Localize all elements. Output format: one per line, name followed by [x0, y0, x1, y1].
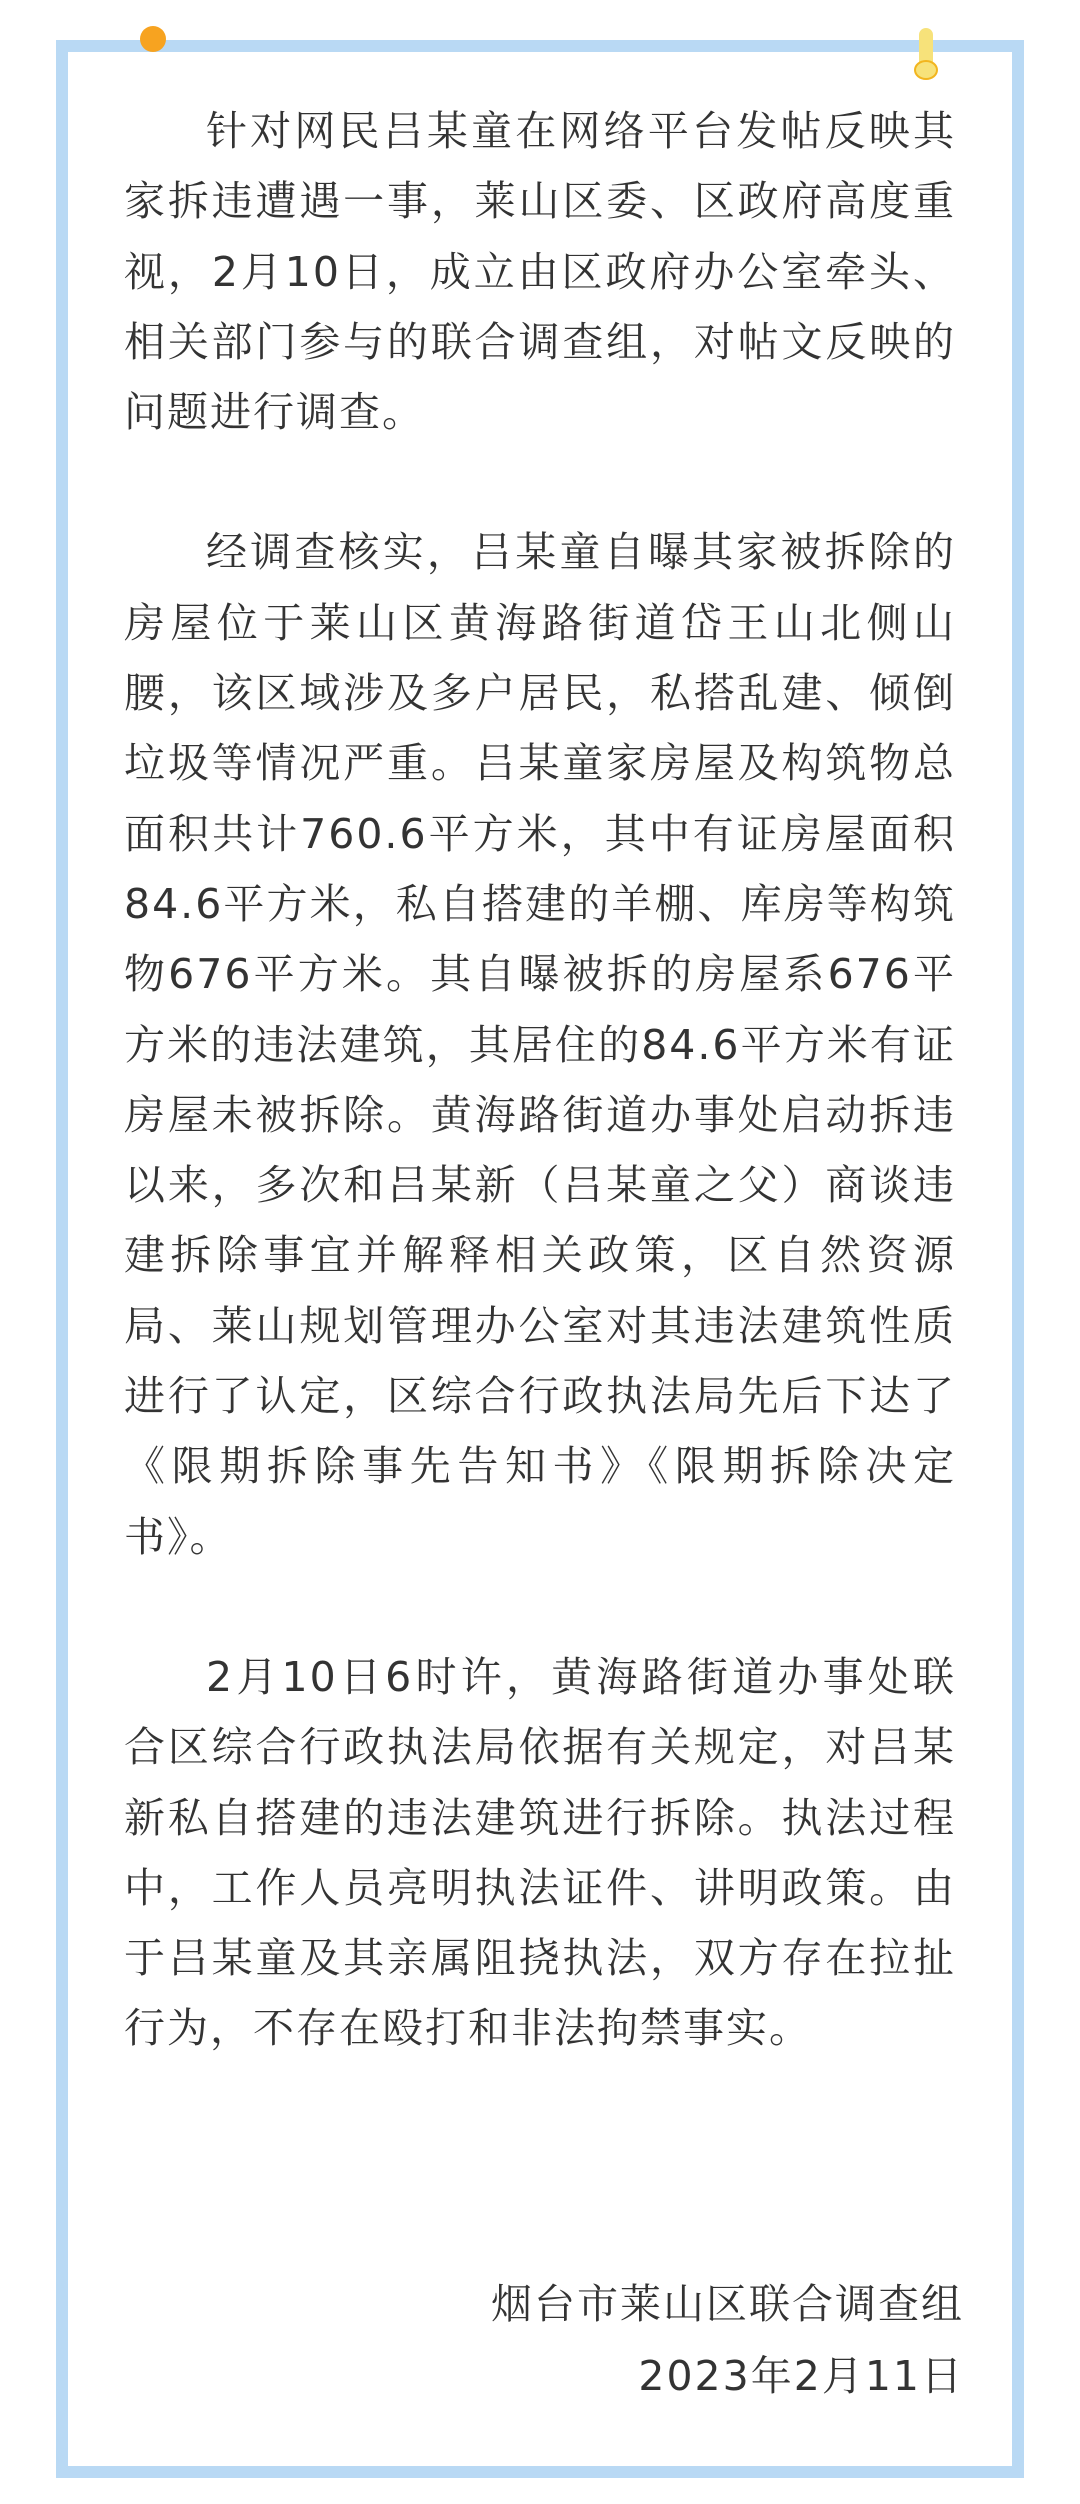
paragraph-3: 2月10日6时许，黄海路街道办事处联合区综合行政执法局依据有关规定，对吕某新私自搭建的违法建筑进行拆除。执法过程中，工作人员亮明执法证件、讲明政策。由于吕某童及其亲属阻挠执法，双方存在拉扯行为，不存在殴打和非法拘禁事实。 [124, 1652, 956, 2053]
orange-dot-icon [140, 26, 166, 52]
paragraph-1: 针对网民吕某童在网络平台发帖反映其家拆违遭遇一事，莱山区委、区政府高度重视，2月10日，成立由区政府办公室牵头、相关部门参与的联合调查组，对帖文反映的问题进行调查。 [124, 107, 956, 437]
signature-block [491, 2268, 964, 2412]
article-body [124, 96, 956, 2064]
signature-organization: 烟台市莱山区联合调查组 [491, 2280, 964, 2328]
signature-date: 2023年2月11日 [638, 2352, 964, 2400]
pin-icon [914, 28, 938, 80]
paragraph-2: 经调查核实，吕某童自曝其家被拆除的房屋位于莱山区黄海路街道岱王山北侧山腰，该区域涉及多户居民，私搭乱建、倾倒垃圾等情况严重。吕某童家房屋及构筑物总面积共计760.6平方米，其中有证房屋面积84.6平方米，私自搭建的羊棚、库房等构筑物676平方米。其自曝被拆的房屋系676平方米的违法建筑，其居住的84.6平方米有证房屋未被拆除。黄海路街道办事处启动拆违以来，多次和吕某新（吕某童之父）商谈违建拆除事宜并解释相关政策，区自然资源局、莱山规划管理办公室对其违法建筑性质进行了认定，区综合行政执法局先后下达了《限期拆除事先告知书》《限期拆除决定书》。 [124, 528, 956, 1561]
